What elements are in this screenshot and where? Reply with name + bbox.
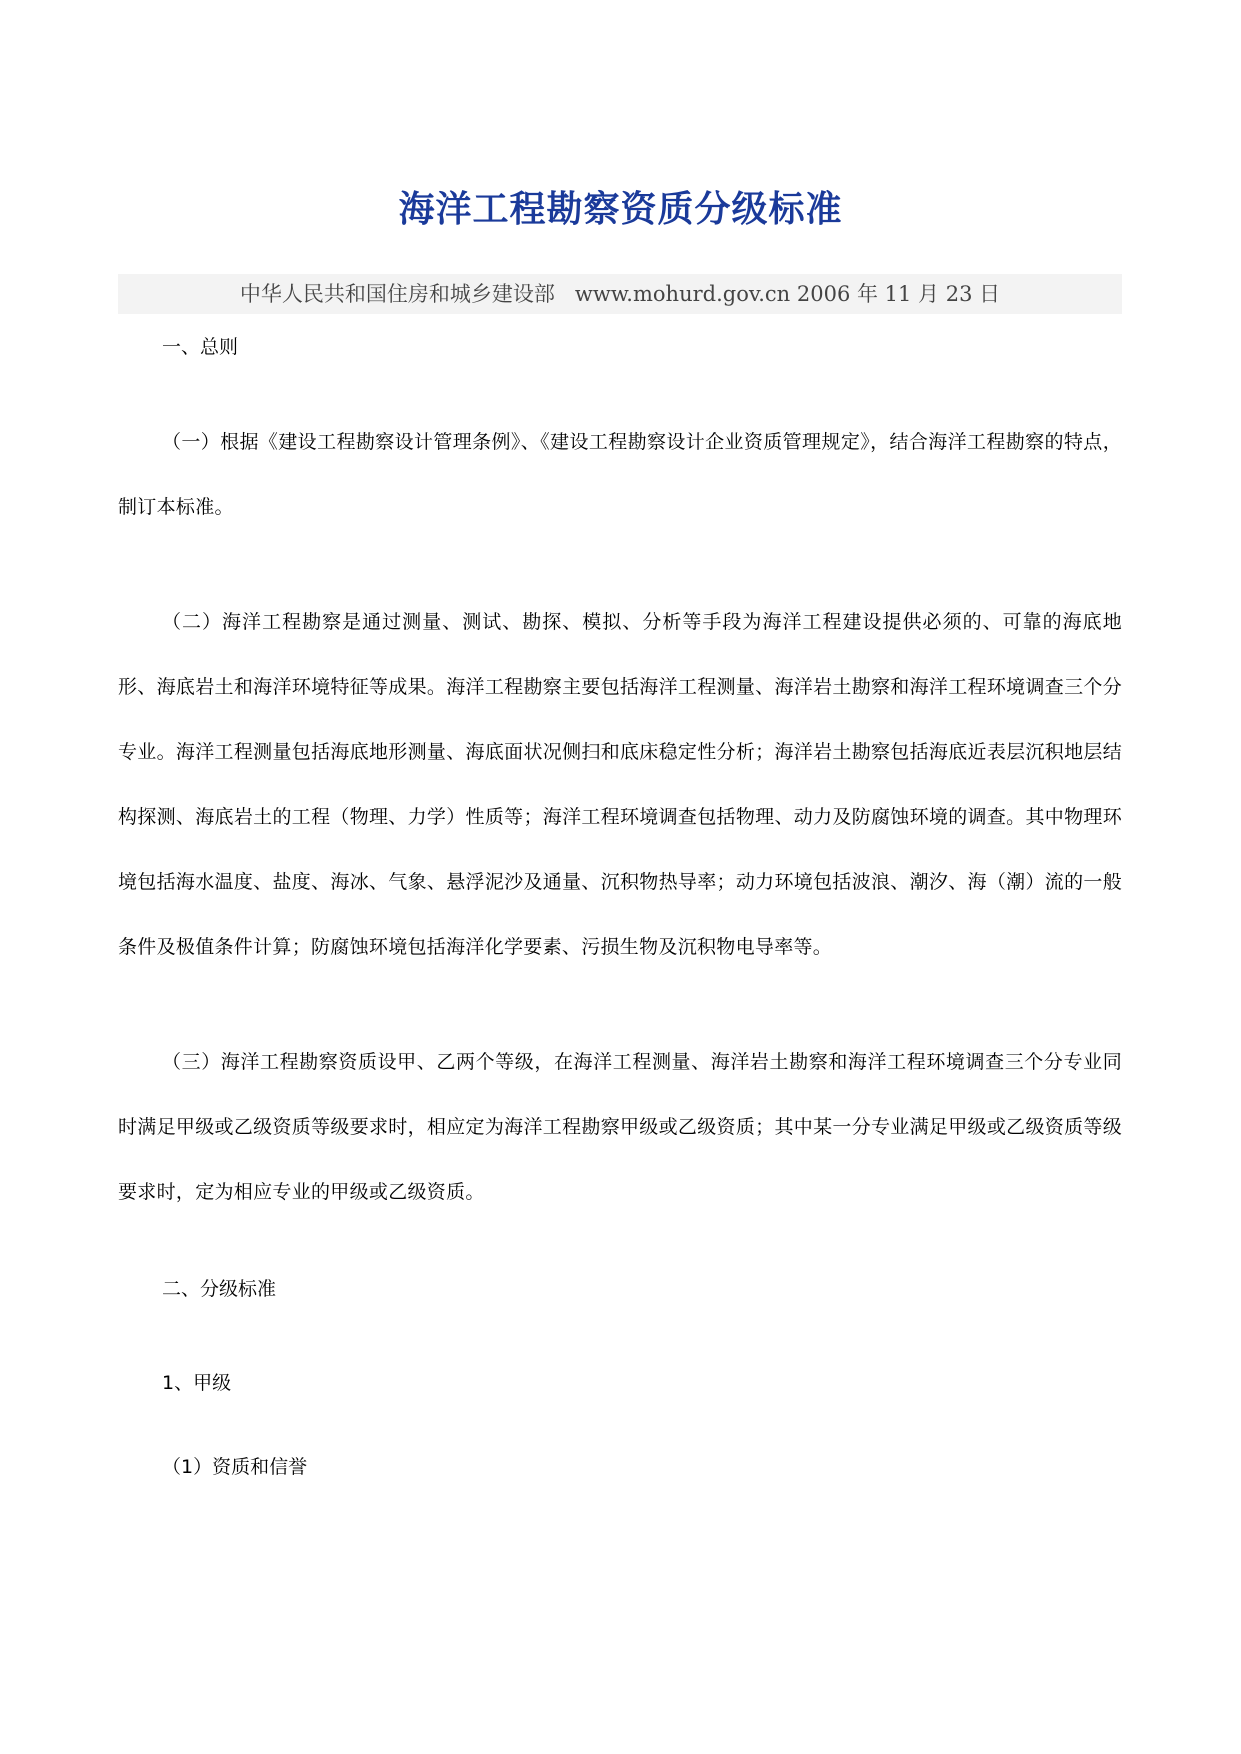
document-body — [118, 330, 1122, 1484]
subsection-heading-qualification: （1）资质和信誉 — [162, 1456, 308, 1478]
publisher-name: 中华人民共和国住房和城乡建设部 — [239, 282, 555, 306]
document-title: 海洋工程勘察资质分级标准 — [398, 188, 843, 230]
paragraph-3: （三）海洋工程勘察资质设甲、乙两个等级，在海洋工程测量、海洋岩土勘察和海洋工程环境调查三个分专业同时满足甲级或乙级资质等级要求时，相应定为海洋工程勘察甲级或乙级资质；其中某一分专业满足甲级或乙级资质等级要求时，定为相应专业的甲级或乙级资质。 — [118, 1051, 1122, 1203]
section-heading-grading: 二、分级标准 — [162, 1278, 277, 1300]
website-url: www.mohurd.gov.cn — [574, 282, 791, 306]
publish-date: 2006 年 11 月 23 日 — [796, 282, 1001, 306]
subsection-heading-grade-a: 1、甲级 — [162, 1372, 232, 1394]
paragraph-2: （二）海洋工程勘察是通过测量、测试、勘探、模拟、分析等手段为海洋工程建设提供必须的、可靠的海底地形、海底岩土和海洋环境特征等成果。海洋工程勘察主要包括海洋工程测量、海洋岩土勘察和海洋工程环境调查三个分专业。海洋工程测量包括海底地形测量、海底面状况侧扫和底床稳定性分析；海洋岩土勘察包括海底近表层沉积地层结构探测、海底岩土的工程（物理、力学）性质等；海洋工程环境调查包括物理、动力及防腐蚀环境的调查。其中物理环境包括海水温度、盐度、海冰、气象、悬浮泥沙及通量、沉积物热导率；动力环境包括波浪、潮汐、海（潮）流的一般条件及极值条件计算；防腐蚀环境包括海洋化学要素、污损生物及沉积物电导率等。 — [118, 611, 1122, 958]
paragraph-1: （一）根据《建设工程勘察设计管理条例》、《建设工程勘察设计企业资质管理规定》，结合海洋工程勘察的特点，制订本标准。 — [118, 431, 1122, 518]
document-meta-bar — [118, 274, 1122, 314]
section-heading-general: 一、总则 — [162, 336, 239, 358]
